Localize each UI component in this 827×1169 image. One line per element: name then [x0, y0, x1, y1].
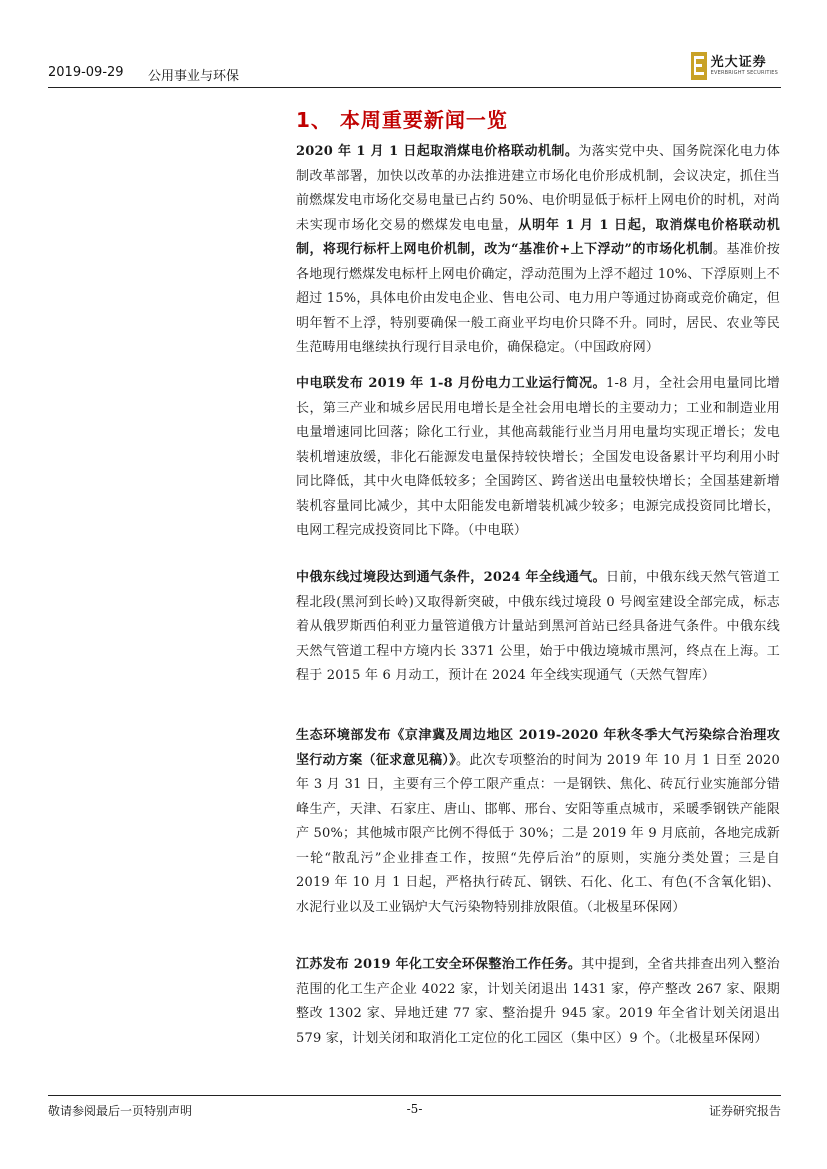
- news-headline: 中俄东线过境段达到通气条件，2024 年全线通气。: [296, 570, 606, 585]
- header-rule: [48, 87, 781, 88]
- news-headline: 从明年 1 月 1 日起，取消煤电价格联动机制，将现行标杆上网电价机制，改为“基准价+上下浮动”的市场化机制: [296, 217, 780, 257]
- page-number: -5-: [406, 1102, 423, 1116]
- news-body: 1-8 月，全社会用电量同比增长，第三产业和城乡居民用电增长是全社会用电增长的主要动力；工业和制造业用电量增速同比回落；除化工行业，其他高载能行业当月用电量均实现正增长；发电装机增速放缓，非化石能源发电量保持较快增长；全国发电设备累计平均利用小时同比降低，其中火电降低较多；全国跨区、跨省送出电量较快增长；全国基建新增装机容量同比减少，其中太阳能发电新增装机减少较多；电源完成投资同比增长，电网工程完成投资同比下降。（中电联）: [296, 376, 780, 538]
- footer-report-type: 证券研究报告: [708, 1104, 781, 1118]
- news-headline: 江苏发布 2019 年化工安全环保整治工作任务。: [296, 957, 582, 972]
- news-item-2: [296, 372, 780, 544]
- news-item-5: [296, 953, 780, 1051]
- report-sector: 公用事业与环保: [148, 69, 240, 84]
- logo-mark-icon: [691, 52, 707, 80]
- news-item-1: [296, 140, 780, 361]
- footer-disclaimer: 敬请参阅最后一页特别声明: [48, 1104, 193, 1118]
- section-title: 1、 本周重要新闻一览: [296, 108, 508, 132]
- news-item-4: [296, 724, 780, 920]
- page-header: [48, 54, 778, 86]
- news-headline: 中电联发布 2019 年 1-8 月份电力工业运行简况。: [296, 376, 606, 391]
- news-body: 。基准价按各地现行燃煤发电标杆上网电价确定，浮动范围为上浮不超过 10%、下浮原则上不超过 15%，具体电价由发电企业、售电公司、电力用户等通过协商或竞价确定，但明年暂不上浮，特别要确保一般工商业平均电价只降不升。同时，居民、农业等民生范畴用电继续执行现行目录电价，确保稳定。（中国政府网）: [296, 242, 780, 355]
- report-date: 2019-09-29: [48, 65, 124, 80]
- news-body: 。此次专项整治的时间为 2019 年 10 月 1 日至 2020 年 3 月 31 日，主要有三个停工限产重点：一是钢铁、焦化、砖瓦行业实施部分错峰生产，天津、石家庄、唐山、邯郸、邢台、安阳等重点城市，采暖季钢铁产能限产 50%；其他城市限产比例不得低于 30%；二是 2019 年 9 月底前，各地完成新一轮“散乱污”企业排查工作，按照“先停后治”的原则，实施分类处置；三是自 2019 年 10 月 1 日起，严格执行砖瓦、钢铁、石化、化工、有色(不含氧化铝)、水泥行业以及工业锅炉大气污染物特别排放限值。（北极星环保网）: [296, 752, 780, 915]
- page-footer: [48, 1095, 781, 1120]
- news-item-3: [296, 566, 780, 689]
- news-headline: 生态环境部发布《京津冀及周边地区 2019-2020 年秋冬季大气污染综合治理攻坚行动方案（征求意见稿）》: [296, 728, 780, 768]
- brand-logo: [691, 52, 778, 80]
- news-body: 日前，中俄东线天然气管道工程北段(黑河到长岭)又取得新突破，中俄东线过境段 0 号阀室建设全部完成，标志着从俄罗斯西伯利亚力量管道俄方计量站到黑河首站已经具备进气条件。中俄东线天然气管道工程中方境内长 3371 公里，始于中俄边境城市黑河，终点在上海。工程于 2015 年 6 月动工，预计在 2024 年全线实现通气（天然气智库）: [296, 570, 780, 683]
- logo-name-cn: 光大证券: [710, 54, 767, 70]
- news-body: 为落实党中央、国务院深化电力体制改革部署，加快以改革的办法推进建立市场化电价形成机制，会议决定，抓住当前燃煤发电市场化交易电量已占约 50%、电价明显低于标杆上网电价的时机，对尚未实现市场化交易的燃煤发电电量，: [296, 144, 780, 233]
- news-body: 其中提到，全省共排查出列入整治范围的化工生产企业 4022 家，计划关闭退出 1431 家，停产整改 267 家、限期整改 1302 家、异地迁建 77 家、整治提升 945 家。2019 年全省计划关闭退出 579 家，计划关闭和取消化工定位的化工园区（集中区）9 个。（北极星环保网）: [296, 957, 780, 1046]
- news-headline: 2020 年 1 月 1 日起取消煤电价格联动机制。: [296, 144, 579, 159]
- logo-name-en: EVERBRIGHT SECURITIES: [710, 69, 778, 76]
